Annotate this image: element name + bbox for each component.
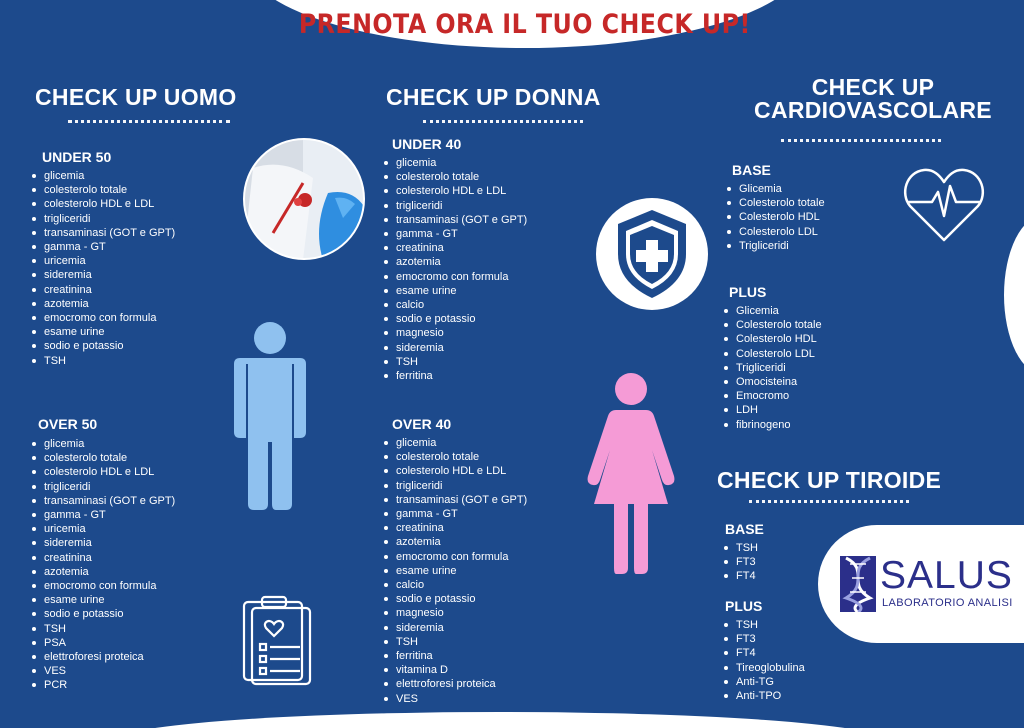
list-item: ferritina (383, 649, 527, 663)
list-item: Colesterolo HDL (726, 210, 825, 224)
list-item: FT3 (723, 632, 805, 646)
list-item: Trigliceridi (726, 239, 825, 253)
list-item: trigliceridi (383, 199, 527, 213)
list-item: elettroforesi proteica (31, 650, 175, 664)
logo-subtitle: LABORATORIO ANALISI (882, 597, 1013, 609)
bottom-decor (110, 712, 890, 728)
heartbeat-icon (902, 164, 986, 244)
list-item: Colesterolo totale (723, 318, 822, 332)
list-item: Colesterolo totale (726, 196, 825, 210)
list-item: Trigliceridi (723, 361, 822, 375)
list-item: sodio e potassio (383, 592, 527, 606)
list-item: emocromo con formula (31, 311, 175, 325)
man-icon (232, 320, 308, 512)
header-banner (245, 0, 805, 48)
tiroide-title: CHECK UP TIROIDE (717, 467, 942, 493)
list-item: colesterolo HDL e LDL (31, 197, 175, 211)
cardio-title-line1: CHECK UP (811, 74, 935, 100)
list-item: esame urine (31, 325, 175, 339)
list-item: sideremia (383, 621, 527, 635)
cardio-plus-list (723, 304, 822, 432)
cardio-title (740, 76, 1006, 122)
list-item: Colesterolo LDL (723, 347, 822, 361)
list-item: ferritina (383, 369, 527, 383)
list-item: Anti-TPO (723, 689, 805, 703)
list-item: azotemia (31, 297, 175, 311)
tiroide-base-list (723, 541, 758, 584)
list-item: magnesio (383, 326, 527, 340)
list-item: colesterolo totale (383, 170, 527, 184)
list-item: gamma - GT (31, 240, 175, 254)
list-item: TSH (383, 355, 527, 369)
donna-title: CHECK UP DONNA (386, 84, 601, 110)
list-item: Tireoglobulina (723, 661, 805, 675)
list-item: sideremia (383, 341, 527, 355)
uomo-over-label: OVER 50 (38, 416, 98, 432)
list-item: gamma - GT (383, 227, 527, 241)
list-item: Colesterolo HDL (723, 332, 822, 346)
list-item: TSH (31, 622, 175, 636)
tiroide-divider (749, 500, 909, 503)
list-item: Colesterolo LDL (726, 225, 825, 239)
list-item: emocromo con formula (31, 579, 175, 593)
list-item: FT4 (723, 569, 758, 583)
uomo-under-label: UNDER 50 (42, 149, 112, 165)
shield-cross-icon (594, 196, 710, 312)
list-item: uricemia (31, 522, 175, 536)
list-item: colesterolo HDL e LDL (383, 464, 527, 478)
list-item: calcio (383, 578, 527, 592)
uomo-title: CHECK UP UOMO (35, 84, 237, 110)
list-item: glicemia (383, 156, 527, 170)
list-item: creatinina (31, 551, 175, 565)
cardio-base-label: BASE (732, 162, 771, 178)
list-item: PCR (31, 678, 175, 692)
cardio-divider (781, 139, 941, 142)
list-item: trigliceridi (31, 480, 175, 494)
list-item: transaminasi (GOT e GPT) (383, 213, 527, 227)
donna-over-list (383, 436, 527, 706)
list-item: esame urine (383, 564, 527, 578)
list-item: calcio (383, 298, 527, 312)
list-item: emocromo con formula (383, 550, 527, 564)
dna-icon (840, 556, 876, 612)
list-item: creatinina (31, 283, 175, 297)
list-item: FT3 (723, 555, 758, 569)
list-item: azotemia (31, 565, 175, 579)
blood-sample-photo (243, 138, 365, 260)
list-item: colesterolo HDL e LDL (383, 184, 527, 198)
list-item: FT4 (723, 646, 805, 660)
cardio-base-list (726, 182, 825, 253)
list-item: Glicemia (723, 304, 822, 318)
list-item: uricemia (31, 254, 175, 268)
donna-over-label: OVER 40 (392, 416, 452, 432)
list-item: esame urine (383, 284, 527, 298)
list-item: VES (31, 664, 175, 678)
list-item: creatinina (383, 521, 527, 535)
list-item: sideremia (31, 536, 175, 550)
list-item: glicemia (31, 437, 175, 451)
uomo-divider (68, 120, 230, 123)
list-item: transaminasi (GOT e GPT) (31, 494, 175, 508)
list-item: colesterolo totale (31, 451, 175, 465)
logo-name: SALUS (880, 554, 1013, 597)
list-item: elettroforesi proteica (383, 677, 527, 691)
list-item: sideremia (31, 268, 175, 282)
right-decor (1004, 215, 1024, 375)
list-item: TSH (383, 635, 527, 649)
list-item: sodio e potassio (31, 339, 175, 353)
donna-divider (423, 120, 583, 123)
list-item: creatinina (383, 241, 527, 255)
tiroide-plus-label: PLUS (725, 598, 763, 614)
list-item: LDH (723, 403, 822, 417)
list-item: colesterolo totale (31, 183, 175, 197)
list-item: TSH (31, 354, 175, 368)
list-item: TSH (723, 618, 805, 632)
list-item: TSH (723, 541, 758, 555)
list-item: colesterolo totale (383, 450, 527, 464)
list-item: gamma - GT (31, 508, 175, 522)
list-item: azotemia (383, 535, 527, 549)
uomo-under-list (31, 169, 175, 368)
tiroide-base-label: BASE (725, 521, 764, 537)
list-item: Anti-TG (723, 675, 805, 689)
list-item: sodio e potassio (383, 312, 527, 326)
list-item: Omocisteina (723, 375, 822, 389)
donna-under-list (383, 156, 527, 383)
list-item: azotemia (383, 255, 527, 269)
list-item: Glicemia (726, 182, 825, 196)
list-item: Emocromo (723, 389, 822, 403)
woman-icon (586, 372, 676, 576)
list-item: magnesio (383, 606, 527, 620)
page-title: PRENOTA ORA IL TUO CHECK UP! (299, 9, 751, 40)
list-item: PSA (31, 636, 175, 650)
list-item: emocromo con formula (383, 270, 527, 284)
list-item: sodio e potassio (31, 607, 175, 621)
list-item: glicemia (31, 169, 175, 183)
list-item: vitamina D (383, 663, 527, 677)
list-item: transaminasi (GOT e GPT) (31, 226, 175, 240)
uomo-over-list (31, 437, 175, 693)
list-item: fibrinogeno (723, 418, 822, 432)
tiroide-plus-list (723, 618, 805, 703)
list-item: esame urine (31, 593, 175, 607)
list-item: glicemia (383, 436, 527, 450)
list-item: gamma - GT (383, 507, 527, 521)
clipboard-checklist-icon (238, 594, 316, 686)
cardio-plus-label: PLUS (729, 284, 767, 300)
list-item: VES (383, 692, 527, 706)
list-item: transaminasi (GOT e GPT) (383, 493, 527, 507)
list-item: colesterolo HDL e LDL (31, 465, 175, 479)
list-item: trigliceridi (31, 212, 175, 226)
cardio-title-line2: CARDIOVASCOLARE (754, 97, 992, 123)
list-item: trigliceridi (383, 479, 527, 493)
donna-under-label: UNDER 40 (392, 136, 462, 152)
